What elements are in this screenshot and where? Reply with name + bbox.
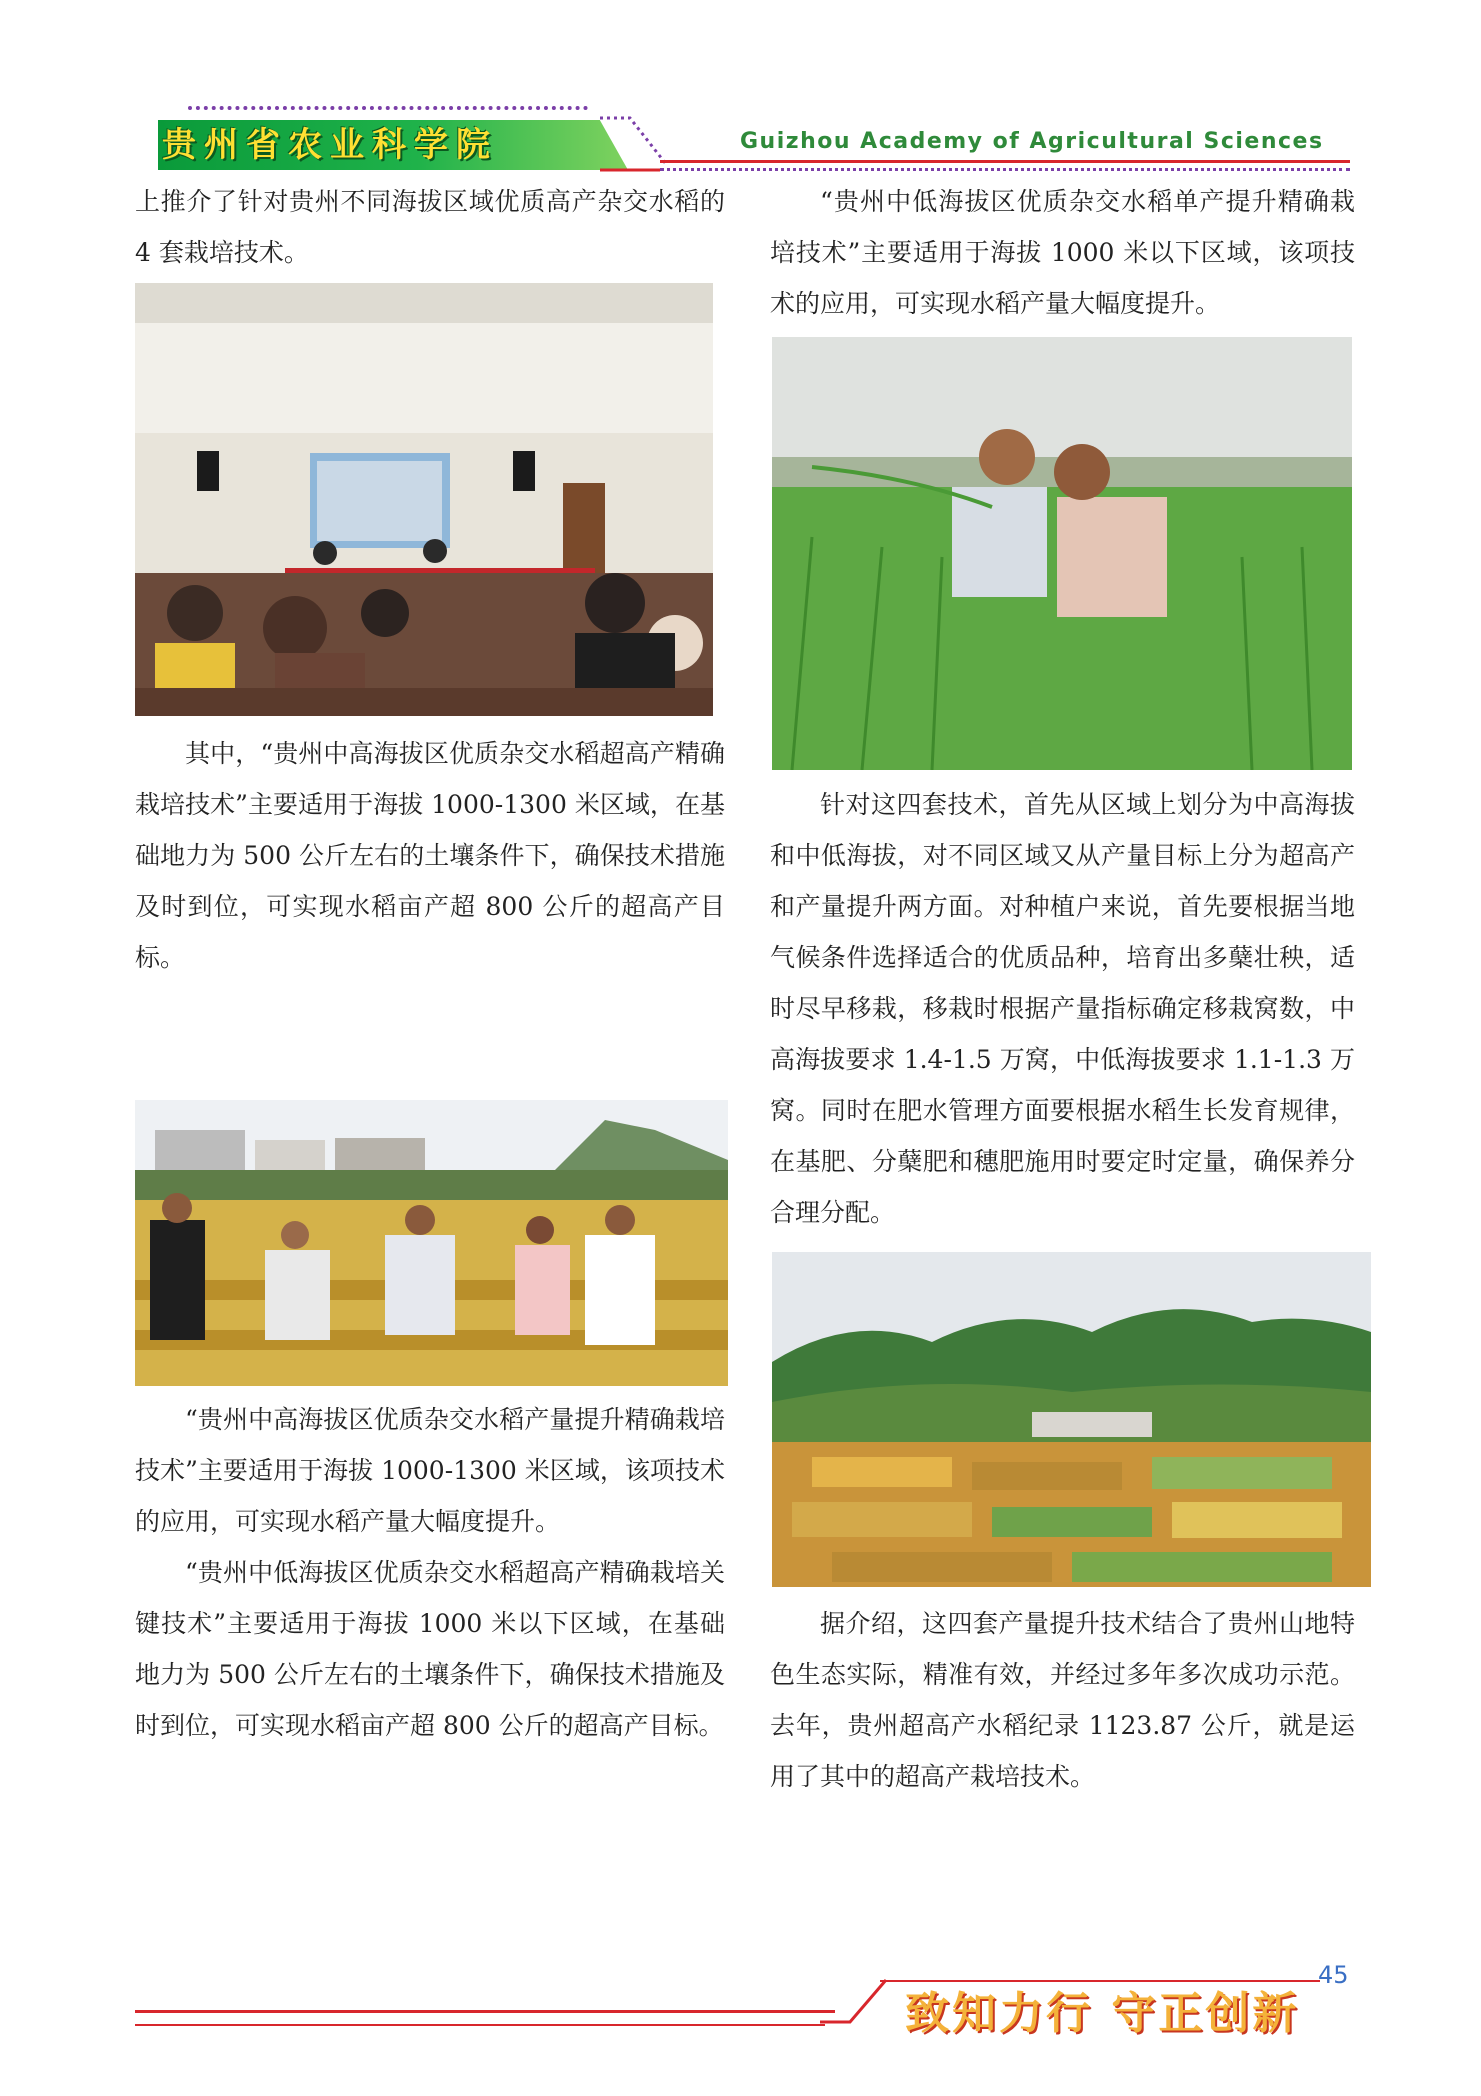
footer-red-line-1 — [135, 2010, 835, 2013]
header-red-line — [660, 160, 1350, 163]
left-paragraph-4: “贵州中低海拔区优质杂交水稻超高产精确栽培关键技术”主要适用于海拔 1000 米以下区域，在基础地力为 500 公斤左右的土壤条件下，确保技术措施及时到位，可实现水稻亩产超 800 公斤的超高产目标。 — [135, 1558, 725, 1740]
header-slant-decoration — [600, 114, 670, 174]
header-dotted-line-bottom — [660, 168, 1350, 171]
footer-red-line-2 — [135, 2024, 825, 2026]
right-paragraph-1: “贵州中低海拔区优质杂交水稻单产提升精确栽培技术”主要适用于海拔 1000 米以下区域，该项技术的应用，可实现水稻产量大幅度提升。 — [770, 187, 1355, 318]
left-paragraph-1: 上推介了针对贵州不同海拔区域优质高产杂交水稻的 4 套栽培技术。 — [135, 187, 725, 267]
header-title-en: Guizhou Academy of Agricultural Sciences — [740, 129, 1324, 154]
header-title-cn: 贵州省农业科学院 — [162, 125, 498, 165]
right-paragraph-3: 据介绍，这四套产量提升技术结合了贵州山地特色生态实际，精准有效，并经过多年多次成功示范。去年，贵州超高产水稻纪录 1123.87 公斤，就是运用了其中的超高产栽培技术。 — [770, 1609, 1355, 1791]
left-paragraph-3: “贵州中高海拔区优质杂交水稻产量提升精确栽培技术”主要适用于海拔 1000-1300 米区域，该项技术的应用，可实现水稻产量大幅度提升。 — [135, 1405, 725, 1536]
right-paragraph-2: 针对这四套技术，首先从区域上划分为中高海拔和中低海拔，对不同区域又从产量目标上分为超高产和产量提升两方面。对种植户来说，首先要根据当地气候条件选择适合的优质品种，培育出多蘖壮秧，适时尽早移栽，移栽时根据产量指标确定移栽窝数，中高海拔要求 1.4-1.5 万窝，中低海拔要求 1.1-1.3 万窝。同时在肥水管理方面要根据水稻生长发育规律，在基肥、分蘖肥和穗肥施用时要定时定量，确保养分合理分配。 — [770, 790, 1355, 1227]
terraced-fields-photo — [772, 1252, 1371, 1587]
golden-rice-field-photo — [135, 1100, 728, 1386]
footer-top-red-line — [880, 1980, 1320, 1982]
left-paragraph-2: 其中，“贵州中高海拔区优质杂交水稻超高产精确栽培技术”主要适用于海拔 1000-1300 米区域，在基础地力为 500 公斤左右的土壤条件下，确保技术措施及时到位，可实现水稻亩产超 800 公斤的超高产目标。 — [135, 739, 725, 972]
page-number: 45 — [1318, 1961, 1349, 1989]
footer-slogan: 致知力行 守正创新 — [905, 1988, 1300, 2039]
green-rice-field-photo — [772, 337, 1352, 770]
meeting-photo — [135, 283, 713, 716]
header-dotted-line-top — [188, 106, 588, 110]
footer-slant-decoration — [820, 1976, 890, 2026]
